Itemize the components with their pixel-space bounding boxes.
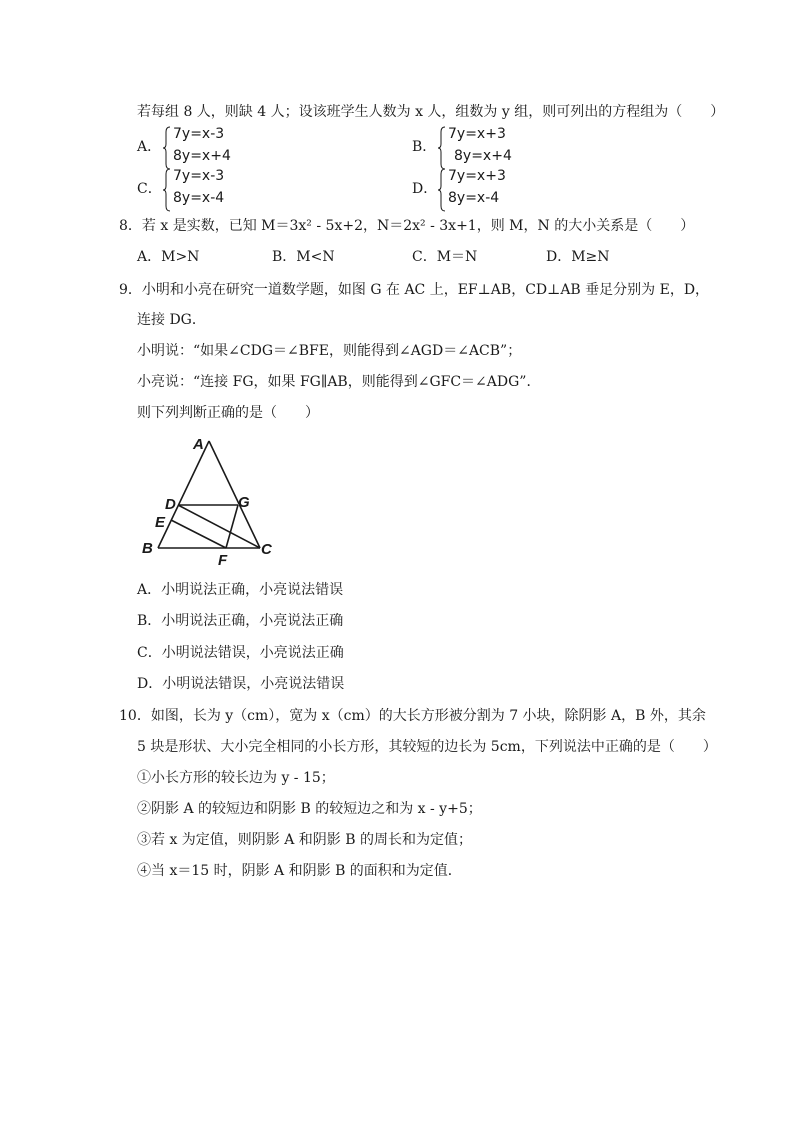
q7-option-c-eq1: 7y=x-3 bbox=[173, 168, 225, 184]
q9-triangle-figure bbox=[138, 432, 288, 572]
q8-stem: 8．若 x 是实数，已知 M＝3x² - 5x+2，N＝2x² - 3x+1，则 M，N 的大小关系是（ ） bbox=[119, 218, 695, 234]
q8-option-a: A．M>N bbox=[137, 249, 200, 265]
vertex-label-g: G bbox=[238, 494, 250, 511]
q9-option-b: B．小明说法正确，小亮说法正确 bbox=[137, 613, 344, 629]
q10-statement-4: ④当 x＝15 时，阴影 A 和阴影 B 的面积和为定值． bbox=[137, 863, 462, 879]
q7-option-d-eq2: 8y=x-4 bbox=[448, 190, 500, 206]
vertex-label-b: B bbox=[142, 540, 153, 557]
segment-ab bbox=[158, 441, 209, 548]
q8-option-d: D．M≥N bbox=[546, 249, 610, 265]
q7-option-a-eq2: 8y=x+4 bbox=[173, 148, 231, 164]
q7-option-b-eq2: 8y=x+4 bbox=[454, 148, 512, 164]
q9-ask: 则下列判断正确的是（ ） bbox=[137, 405, 319, 421]
q9-stem-line2: 连接 DG． bbox=[137, 312, 206, 328]
segment-fg bbox=[226, 505, 238, 548]
q8-option-c: C．M＝N bbox=[412, 249, 478, 265]
q7-option-b-eq1: 7y=x+3 bbox=[448, 126, 506, 142]
q7-option-d-eq1: 7y=x+3 bbox=[448, 168, 506, 184]
vertex-label-e: E bbox=[155, 514, 166, 531]
vertex-label-d: D bbox=[165, 496, 176, 513]
q10-statement-1: ①小长方形的较长边为 y - 15； bbox=[137, 770, 335, 786]
brace-icon bbox=[438, 126, 446, 170]
q7-option-c-label: C． bbox=[137, 181, 162, 197]
q7-option-a-system bbox=[163, 126, 283, 172]
q7-option-b-label: B． bbox=[412, 139, 437, 155]
q9-option-c: C．小明说法错误，小亮说法正确 bbox=[137, 645, 344, 661]
q7-option-d-label: D． bbox=[412, 181, 438, 197]
brace-icon bbox=[163, 126, 171, 170]
vertex-label-f: F bbox=[218, 552, 228, 569]
q9-option-a: A．小明说法正确，小亮说法错误 bbox=[137, 582, 344, 598]
q9-option-d: D．小明说法错误，小亮说法错误 bbox=[137, 676, 345, 692]
vertex-label-a: A bbox=[193, 436, 204, 453]
vertex-label-c: C bbox=[261, 541, 272, 558]
q7-option-c-system bbox=[163, 168, 283, 214]
segment-ac bbox=[209, 441, 260, 548]
q7-option-c-eq2: 8y=x-4 bbox=[173, 190, 225, 206]
q7-option-a-eq1: 7y=x-3 bbox=[173, 126, 225, 142]
segment-cd bbox=[178, 505, 260, 548]
segment-ef bbox=[171, 520, 226, 548]
q10-stem-line2: 5 块是形状、大小完全相同的小长方形，其较短的边长为 5cm，下列说法中正确的是（ ） bbox=[137, 739, 717, 755]
q7-option-d-system bbox=[438, 168, 558, 214]
q8-option-b: B．M<N bbox=[272, 249, 335, 265]
q10-stem-line1: 10．如图，长为 y（cm），宽为 x（cm）的大长方形被分割为 7 小块，除阴影 A，B 外，其余 bbox=[119, 708, 706, 724]
q9-xiaoming-claim: 小明说：“如果∠CDG＝∠BFE，则能得到∠AGD＝∠ACB”； bbox=[137, 343, 522, 359]
brace-icon bbox=[163, 168, 171, 212]
q10-statement-2: ②阴影 A 的较短边和阴影 B 的较短边之和为 x - y+5； bbox=[137, 801, 482, 817]
q9-stem-line1: 9．小明和小亮在研究一道数学题，如图 G 在 AC 上，EF⊥AB，CD⊥AB 垂足分别为 E，D， bbox=[119, 282, 710, 298]
q7-option-a-label: A． bbox=[137, 139, 162, 155]
q9-xiaoliang-claim: 小亮说：“连接 FG，如果 FG∥AB，则能得到∠GFC＝∠ADG”． bbox=[137, 374, 541, 390]
q7-option-b-system bbox=[438, 126, 558, 172]
brace-icon bbox=[438, 168, 446, 212]
q7-stem: 若每组 8 人，则缺 4 人；设该班学生人数为 x 人，组数为 y 组，则可列出的方程组为（ ） bbox=[137, 104, 725, 120]
q10-statement-3: ③若 x 为定值，则阴影 A 和阴影 B 的周长和为定值； bbox=[137, 832, 472, 848]
